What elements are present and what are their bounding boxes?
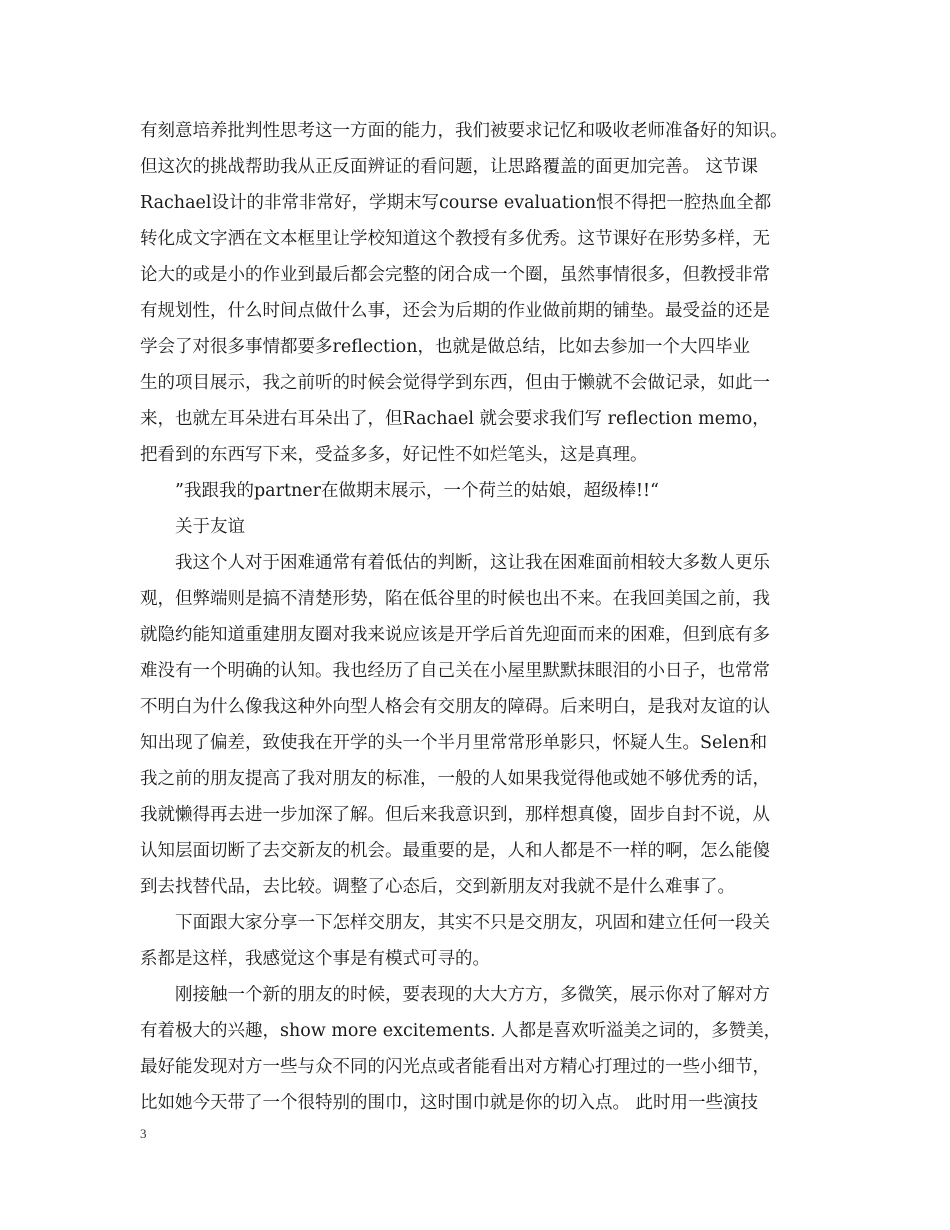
text-line: 来，也就左耳朵进右耳朵出了，但Rachael 就会要求我们写 reflection memo， bbox=[140, 409, 770, 429]
text-line: 有规划性，什么时间点做什么事，还会为后期的作业做前期的铺垫。最受益的还是 bbox=[140, 301, 770, 321]
text-line: 比如她今天带了一个很特别的围巾，这时围巾就是你的切入点。 此时用一些演技 bbox=[140, 1093, 759, 1113]
text-line: 刚接触一个新的朋友的时候，要表现的大大方方，多微笑，展示你对了解对方 bbox=[140, 985, 770, 1005]
text-line: 不明白为什么像我这种外向型人格会有交朋友的障碍。后来明白，是我对友谊的认 bbox=[140, 697, 770, 717]
text-line: Rachael设计的非常非常好，学期末写course evaluation恨不得把一腔热血全都 bbox=[140, 193, 772, 213]
text-line: 论大的或是小的作业到最后都会完整的闭合成一个圈，虽然事情很多，但教授非常 bbox=[140, 265, 770, 285]
text-line: 生的项目展示，我之前听的时候会觉得学到东西，但由于懒就不会做记录，如此一 bbox=[140, 373, 770, 393]
text-line: ”我跟我的partner在做期末展示，一个荷兰的姑娘，超级棒!!“ bbox=[140, 481, 659, 501]
text-line: 有刻意培养批判性思考这一方面的能力，我们被要求记忆和吸收老师准备好的知识。 bbox=[140, 121, 788, 141]
page-number: 3 bbox=[140, 1126, 147, 1141]
text-line: 我这个人对于困难通常有着低估的判断，这让我在困难面前相较大多数人更乐 bbox=[140, 553, 770, 573]
text-line: 观，但弊端则是搞不清楚形势，陷在低谷里的时候也出不来。在我回美国之前，我 bbox=[140, 589, 770, 609]
text-line: 到去找替代品，去比较。调整了心态后，交到新朋友对我就不是什么难事了。 bbox=[140, 877, 735, 897]
text-line: 把看到的东西写下来，受益多多，好记性不如烂笔头，这是真理。 bbox=[140, 445, 648, 465]
text-line: 系都是这样，我感觉这个事是有模式可寻的。 bbox=[140, 949, 490, 969]
text-line: 但这次的挑战帮助我从正反面辨证的看问题，让思路覆盖的面更加完善。 这节课 bbox=[140, 157, 759, 177]
text-line: 我就懒得再去进一步加深了解。但后来我意识到，那样想真傻，固步自封不说，从 bbox=[140, 805, 770, 825]
text-line: 难没有一个明确的认知。我也经历了自己关在小屋里默默抹眼泪的小日子，也常常 bbox=[140, 661, 770, 681]
text-line: 认知层面切断了去交新友的机会。最重要的是，人和人都是不一样的啊，怎么能傻 bbox=[140, 841, 770, 861]
text-line: 就隐约能知道重建朋友圈对我来说应该是开学后首先迎面而来的困难，但到底有多 bbox=[140, 625, 770, 645]
text-line: 知出现了偏差，致使我在开学的头一个半月里常常形单影只，怀疑人生。Selen和 bbox=[140, 733, 768, 753]
text-line: 学会了对很多事情都要多reflection，也就是做总结，比如去参加一个大四毕业 bbox=[140, 337, 750, 357]
text-line: 下面跟大家分享一下怎样交朋友，其实不只是交朋友，巩固和建立任何一段关 bbox=[140, 913, 770, 933]
text-line: 有着极大的兴趣，show more excitements. 人都是喜欢听溢美之词的，多赞美， bbox=[140, 1021, 782, 1041]
text-line: 转化成文字洒在文本框里让学校知道这个教授有多优秀。这节课好在形势多样，无 bbox=[140, 229, 770, 249]
section-heading: 关于友谊 bbox=[140, 517, 245, 537]
text-line: 我之前的朋友提高了我对朋友的标准，一般的人如果我觉得他或她不够优秀的话， bbox=[140, 769, 770, 789]
text-line: 最好能发现对方一些与众不同的闪光点或者能看出对方精心打理过的一些小细节， bbox=[140, 1057, 770, 1077]
